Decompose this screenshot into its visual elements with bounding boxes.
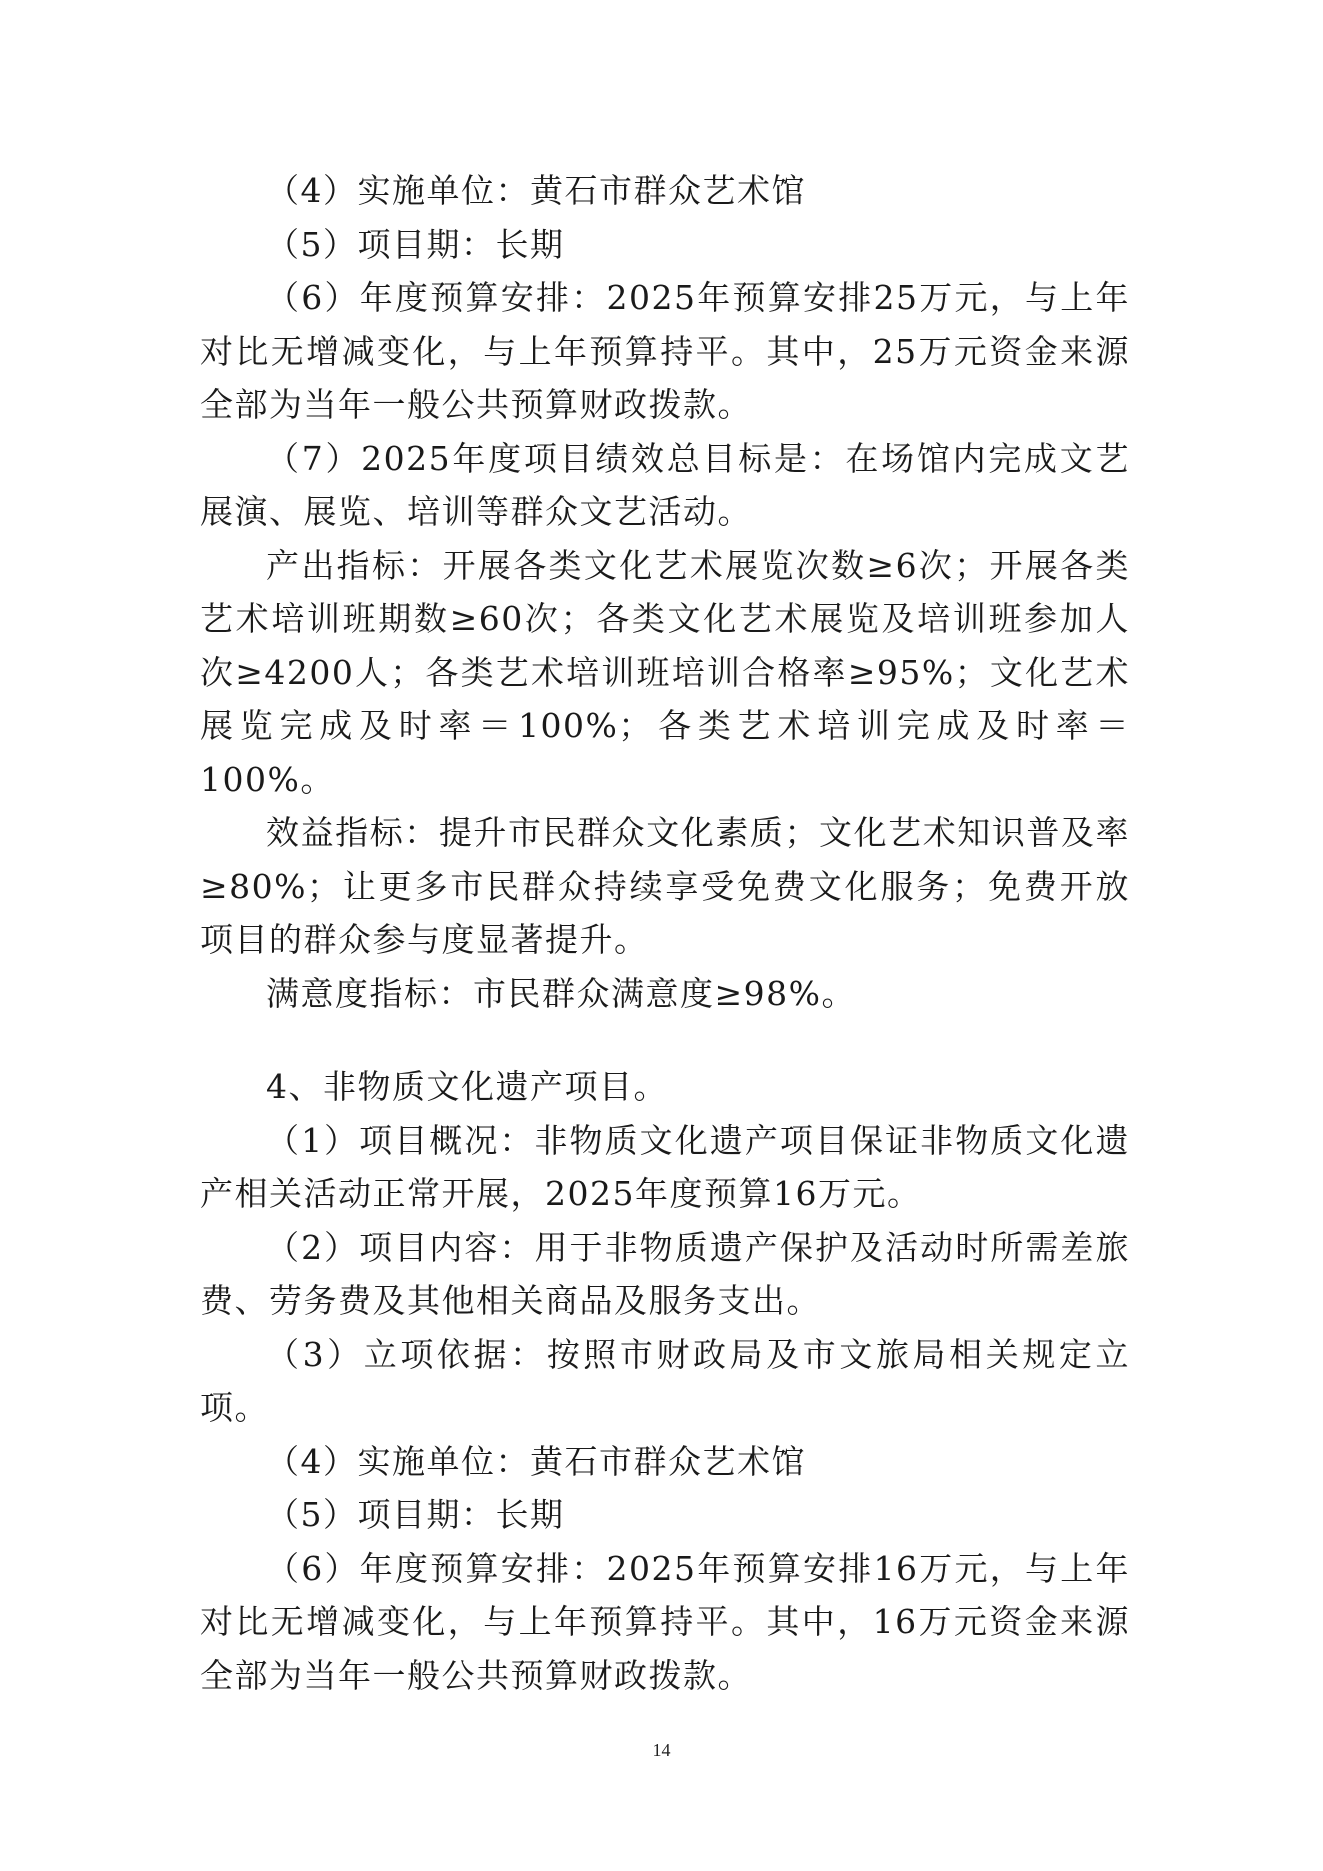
paragraph-implementing-unit-1: （4）实施单位：黄石市群众艺术馆 <box>266 171 806 210</box>
paragraph-project-overview: （1）项目概况：非物质文化遗产项目保证非物质文化遗产相关活动正常开展，2025年度预算16万元。 <box>200 1120 1130 1213</box>
section-heading-intangible-heritage: 4、非物质文化遗产项目。 <box>266 1067 668 1106</box>
paragraph-satisfaction-indicators: 满意度指标：市民群众满意度≥98%。 <box>266 973 856 1013</box>
page-number: 14 <box>652 1740 671 1760</box>
paragraph-project-period-2: （5）项目期：长期 <box>266 1495 565 1534</box>
paragraph-project-period-1: （5）项目期：长期 <box>266 224 565 264</box>
paragraph-project-basis: （3）立项依据：按照市财政局及市文旅局相关规定立项。 <box>200 1334 1130 1427</box>
paragraph-annual-budget-2: （6）年度预算安排：2025年预算安排16万元，与上年对比无增减变化，与上年预算持平。其中，16万元资金来源全部为当年一般公共预算财政拨款。 <box>200 1548 1130 1695</box>
paragraph-project-content: （2）项目内容：用于非物质遗产保护及活动时所需差旅费、劳务费及其他相关商品及服务支出。 <box>200 1227 1130 1320</box>
document-body <box>200 164 1130 1702</box>
paragraph-benefit-indicators: 效益指标：提升市民群众文化素质；文化艺术知识普及率≥80%；让更多市民群众持续享受免费文化服务；免费开放项目的群众参与度显著提升。 <box>200 813 1130 959</box>
paragraph-implementing-unit-2: （4）实施单位：黄石市群众艺术馆 <box>266 1441 806 1481</box>
paragraph-output-indicators: 产出指标：开展各类文化艺术展览次数≥6次；开展各类艺术培训班期数≥60次；各类文化艺术展览及培训班参加人次≥4200人；各类艺术培训班培训合格率≥95%；文化艺术展览完成及时率＝100%；各类艺术培训完成及时率＝100%。 <box>200 545 1130 799</box>
paragraph-annual-budget-1: （6）年度预算安排：2025年预算安排25万元，与上年对比无增减变化，与上年预算持平。其中，25万元资金来源全部为当年一般公共预算财政拨款。 <box>200 278 1130 424</box>
paragraph-performance-goal: （7）2025年度项目绩效总目标是：在场馆内完成文艺展演、展览、培训等群众文艺活动。 <box>200 438 1130 531</box>
